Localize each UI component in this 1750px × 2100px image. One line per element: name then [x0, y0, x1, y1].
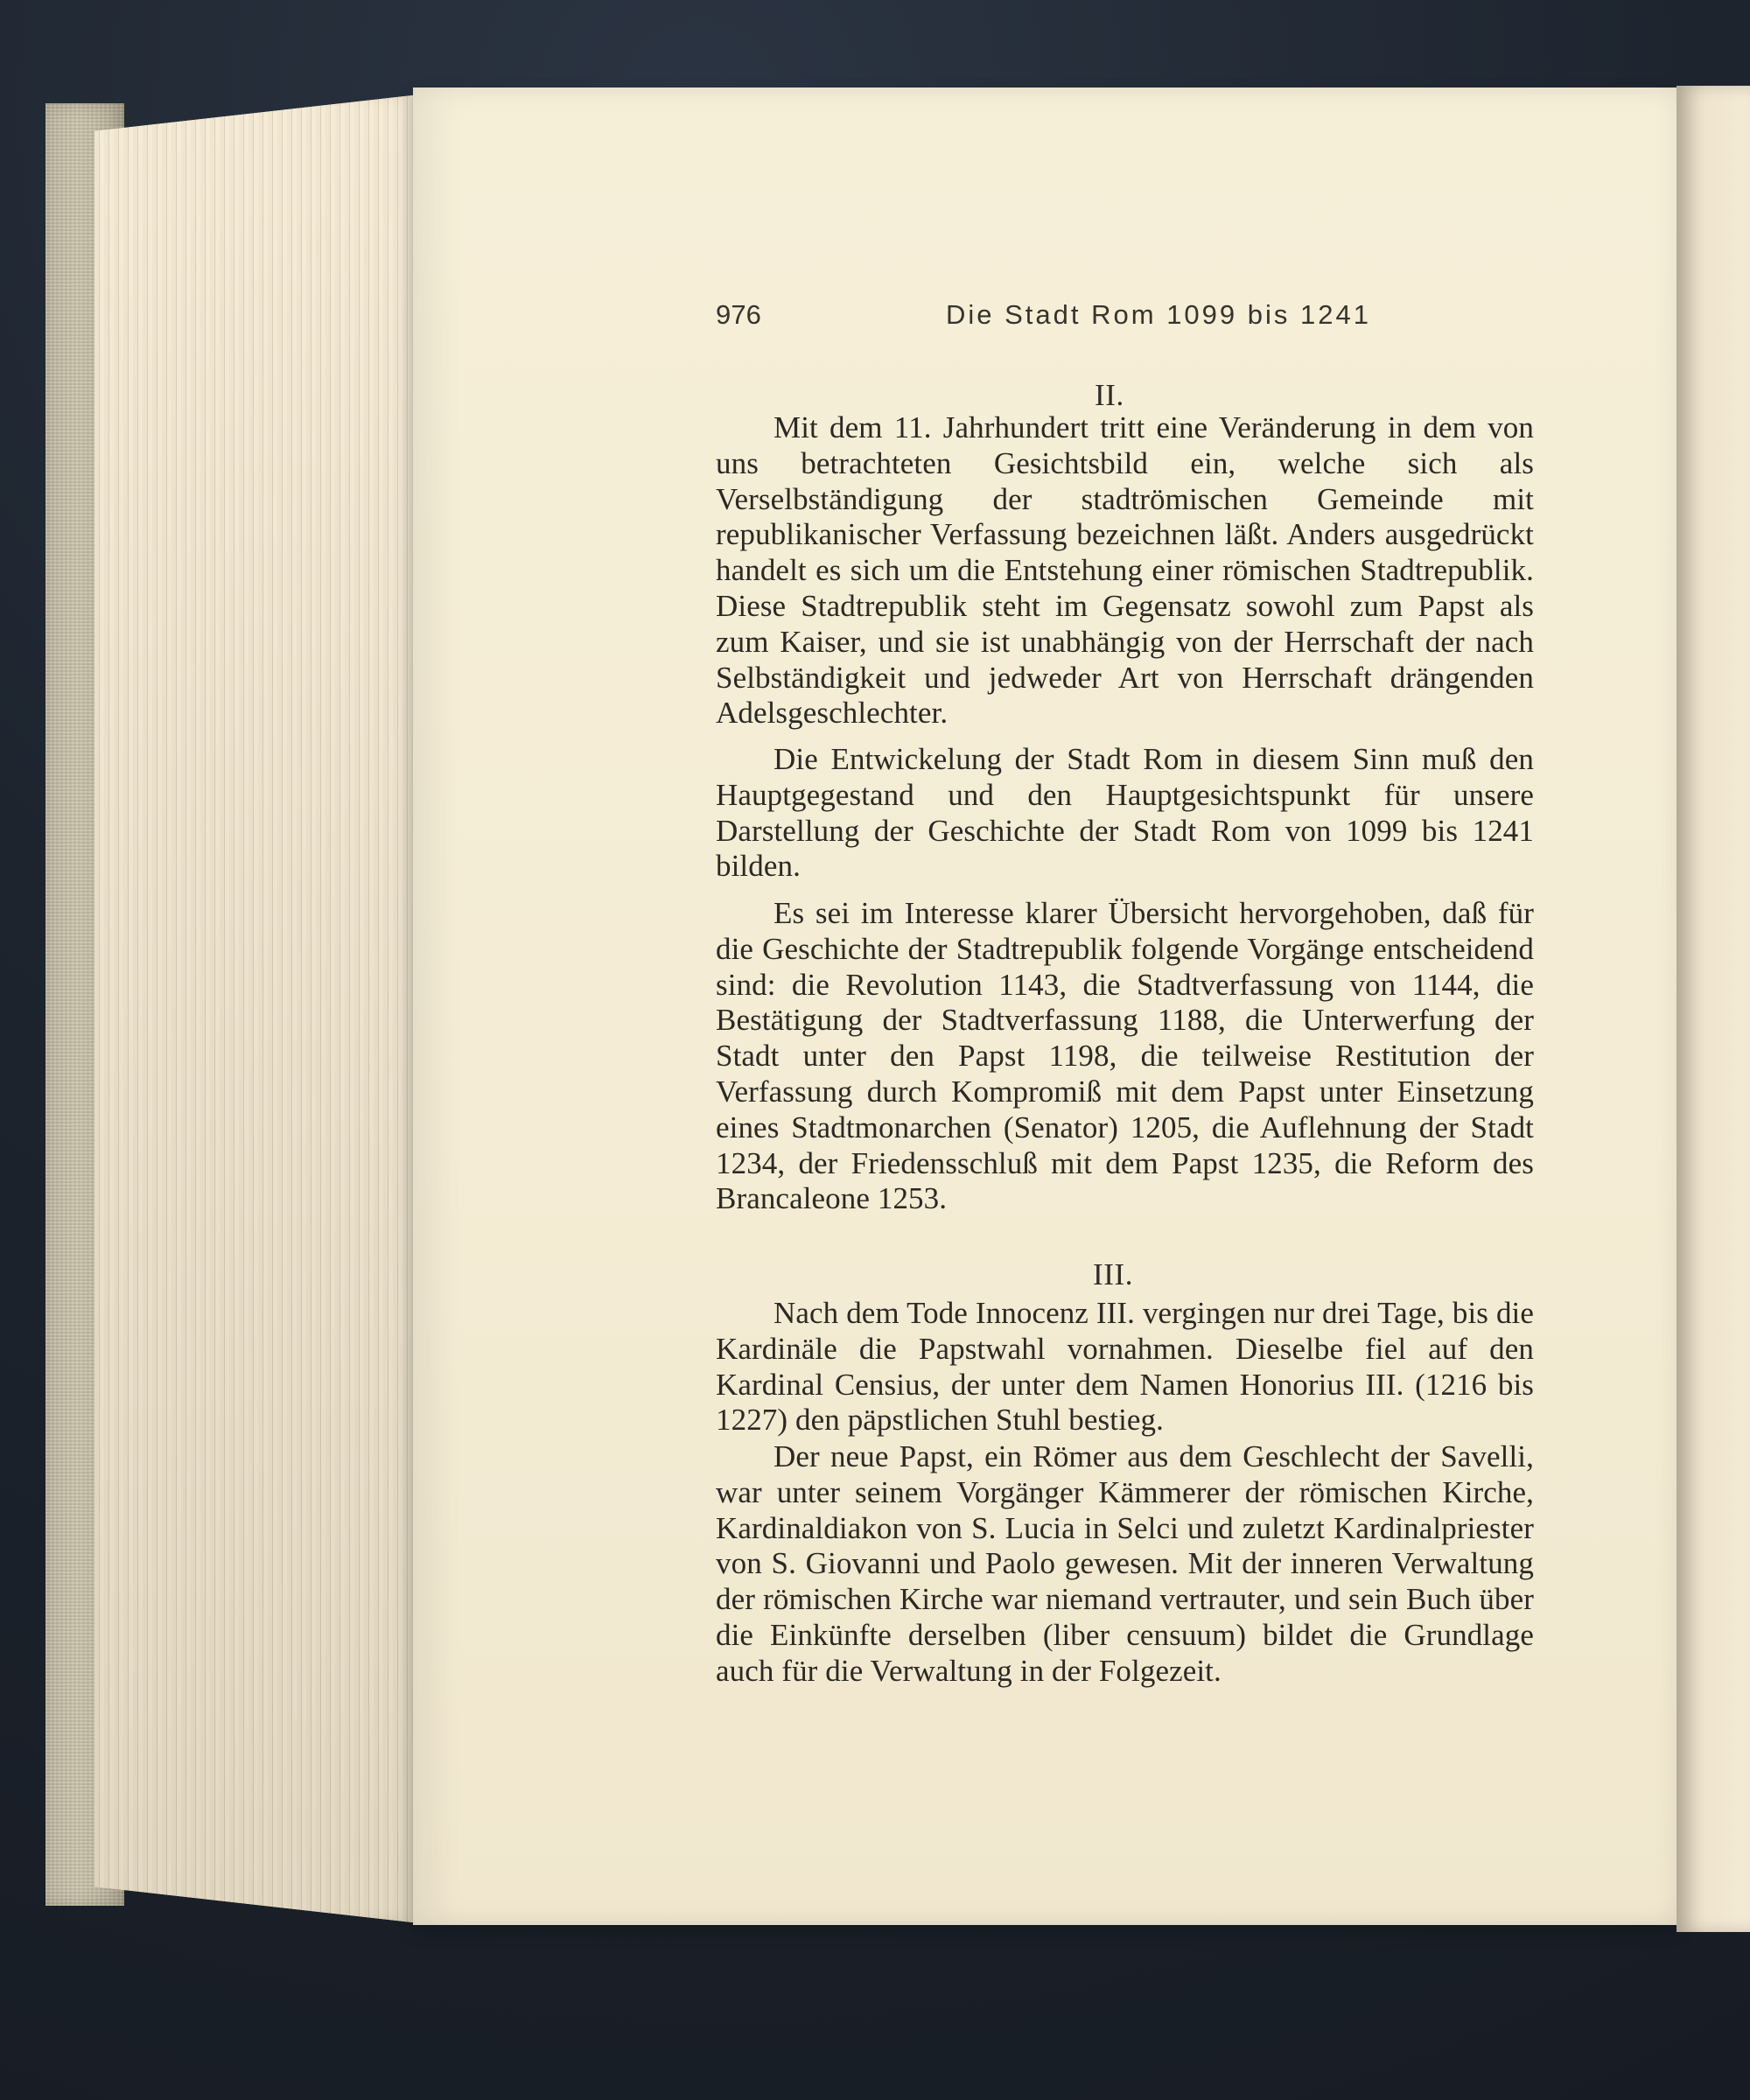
section-heading-iii: III.	[1093, 1257, 1134, 1292]
paragraph-ii-3: Es sei im Interesse klarer Übersicht hervorgehoben, daß für die Geschichte der Stadtrepublik folgende Vorgänge entscheidend sind: die Revolution 1143, die Stadtverfassung von 1144, die Bestätigung der Stadtverfassung 1188, die Unterwerfung der Stadt unter den Papst 1198, die teilweise Restitution der Verfassung durch Kompromiß mit dem Papst unter Einsetzung eines Stadtmonarchen (Senator) 1205, die Auflehnung der Stadt 1234, der Friedensschluß mit dem Papst 1235, die Reform des Brancaleone 1253.	[716, 896, 1534, 1216]
page-number: 976	[716, 299, 762, 330]
paragraph-ii-1: Mit dem 11. Jahrhundert tritt eine Veränderung in dem von uns betrachteten Gesichtsbild ein, welche sich als Verselbständigung der stadtrömischen Gemeinde mit republikanischer Verfassung bezeichnen läßt. Anders ausgedrückt handelt es sich um die Entstehung einer römischen Stadtrepublik. Diese Stadtrepublik steht im Gegensatz sowohl zum Papst als zum Kaiser, und sie ist unabhängig von der Herrschaft der nach Selbständigkeit und jedweder Art von Herrschaft drängenden Adelsgeschlechter.	[716, 410, 1534, 731]
running-head: Die Stadt Rom 1099 bis 1241	[946, 299, 1371, 330]
paragraph-iii-1: Nach dem Tode Innocenz III. vergingen nur drei Tage, bis die Kardinäle die Papstwahl vornahmen. Dieselbe fiel auf den Kardinal Censius, der unter dem Namen Honorius III. (1216 bis 1227) den päpstlichen Stuhl bestieg.	[716, 1296, 1534, 1438]
section-heading-ii: II.	[1095, 378, 1124, 412]
facing-page-sliver	[1676, 86, 1750, 1932]
page-edge-stack	[94, 94, 420, 1923]
paragraph-iii-2: Der neue Papst, ein Römer aus dem Geschlecht der Savelli, war unter seinem Vorgänger Kämmerer der römischen Kirche, Kardinaldiakon von S. Lucia in Selci und zuletzt Kardinalpriester von S. Giovanni und Paolo gewesen. Mit der inneren Verwaltung der römischen Kirche war niemand vertrauter, und sein Buch über die Einkünfte derselben (liber censuum) bildet die Grundlage auch für die Verwaltung in der Folgezeit.	[716, 1439, 1534, 1688]
paragraph-ii-2: Die Entwickelung der Stadt Rom in diesem Sinn muß den Hauptgegestand und den Hauptgesichtspunkt für unsere Darstellung der Geschichte der Stadt Rom von 1099 bis 1241 bilden.	[716, 742, 1534, 884]
